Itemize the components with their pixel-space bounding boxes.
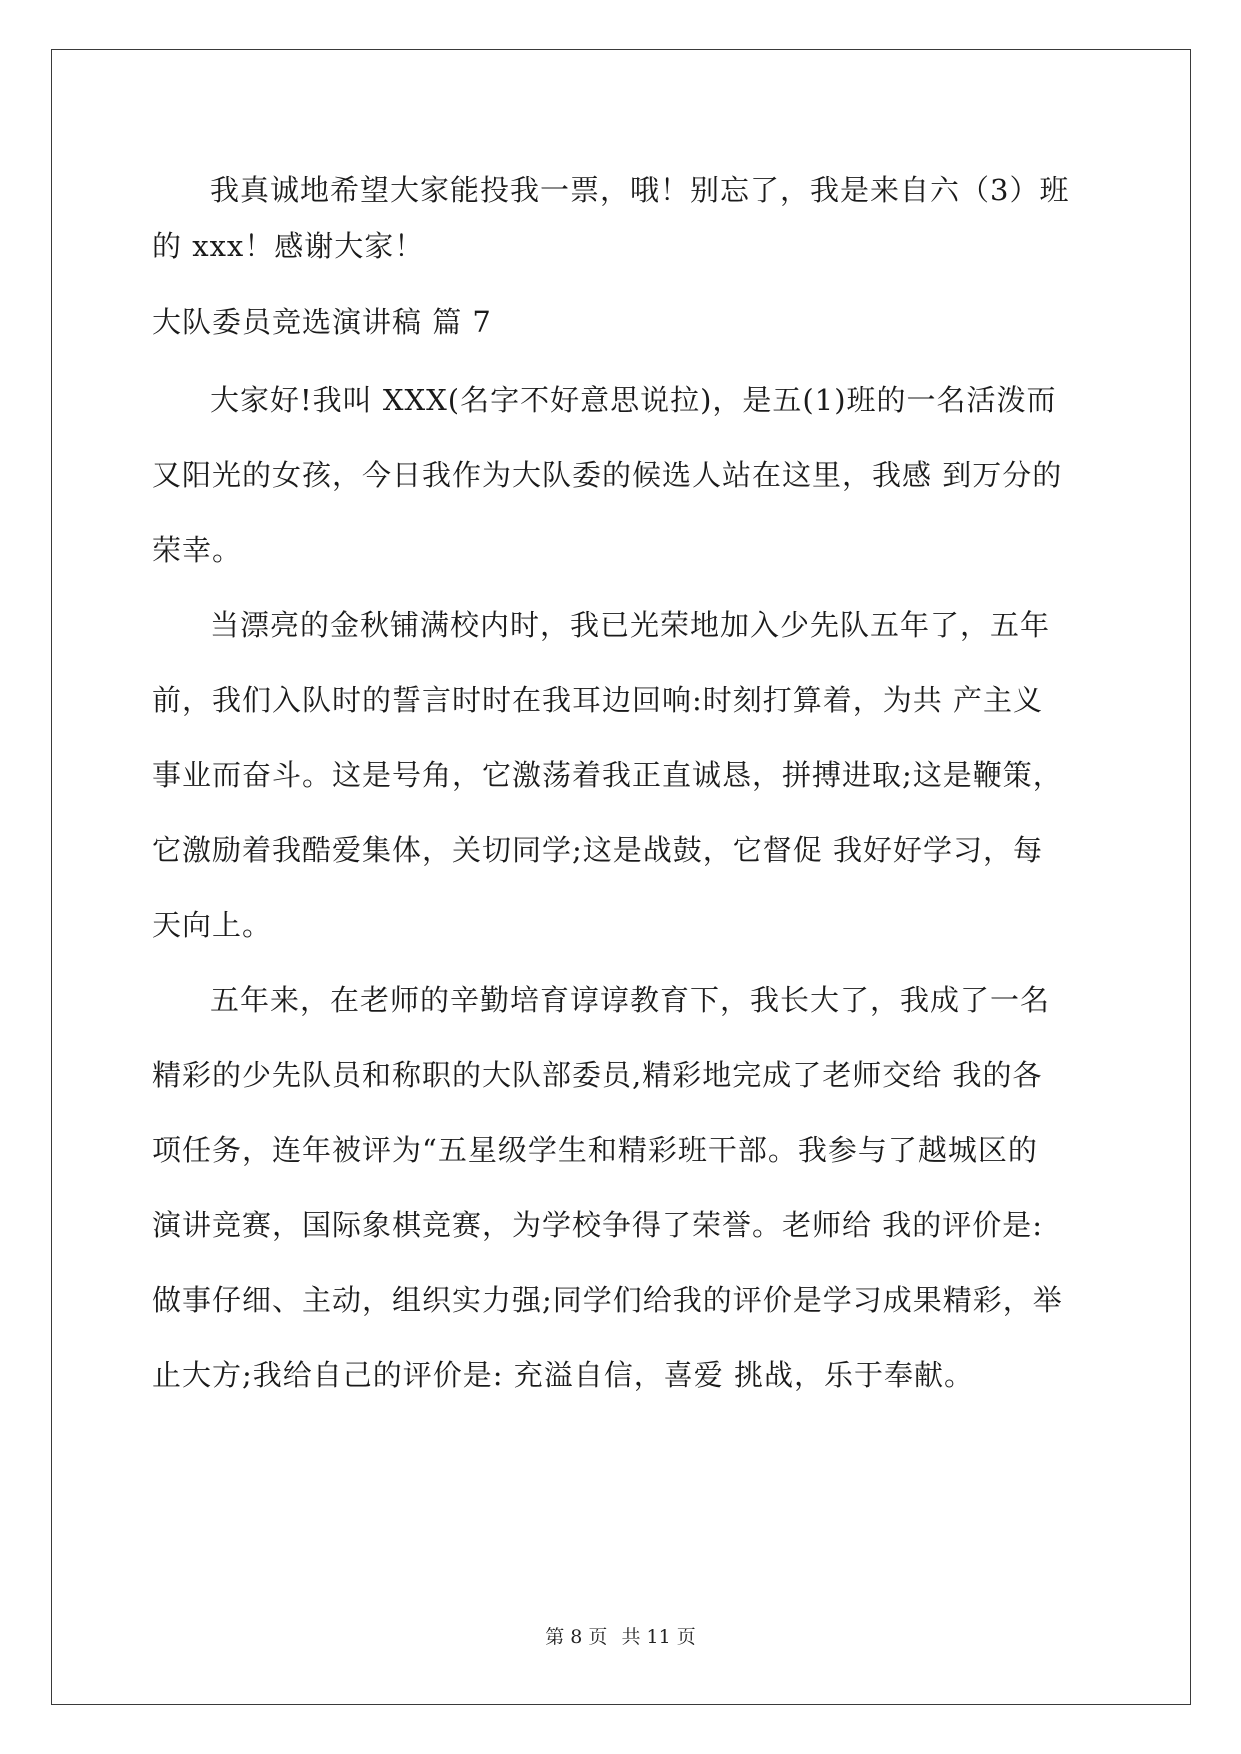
paragraph-line: 当漂亮的金秋铺满校内时，我已光荣地加入少先队五年了，五年 [210,608,1051,642]
page-border [51,49,1191,1705]
paragraph-line: 大家好!我叫 XXX(名字不好意思说拉)，是五(1)班的一名活泼而 [210,383,1057,417]
section-heading: 大队委员竞选演讲稿 篇 7 [152,305,492,339]
page-number: 第 8 页 [545,1626,608,1648]
paragraph-line: 精彩的少先队员和称职的大队部委员,精彩地完成了老师交给 我的各 [152,1058,1043,1092]
paragraph-line: 前，我们入队时的誓言时时在我耳边回响:时刻打算着，为共 产主义 [152,683,1043,717]
paragraph-line: 五年来，在老师的辛勤培育谆谆教育下，我长大了，我成了一名 [210,983,1051,1017]
paragraph-line: 项任务，连年被评为“五星级学生和精彩班干部。我参与了越城区的 [152,1133,1038,1167]
paragraph-line: 荣幸。 [152,533,243,567]
paragraph-line: 我真诚地希望大家能投我一票，哦！别忘了，我是来自六（3）班 [210,173,1070,207]
paragraph-line: 止大方;我给自己的评价是: 充溢自信，喜爱 挑战，乐于奉献。 [152,1358,974,1392]
paragraph-line: 演讲竞赛，国际象棋竞赛，为学校争得了荣誉。老师给 我的评价是: [152,1208,1043,1242]
paragraph-line: 又阳光的女孩，今日我作为大队委的候选人站在这里，我感 到万分的 [152,458,1063,492]
total-pages: 共 11 页 [621,1626,696,1648]
paragraph-line: 天向上。 [152,908,273,942]
paragraph-line: 事业而奋斗。这是号角，它激荡着我正直诚恳，拼搏进取;这是鞭策， [152,758,1063,792]
paragraph-line: 它激励着我酷爱集体，关切同学;这是战鼓，它督促 我好好学习，每 [152,833,1043,867]
page-footer [0,1622,1241,1649]
paragraph-line: 的 xxx！感谢大家！ [152,229,425,263]
paragraph-line: 做事仔细、主动，组织实力强;同学们给我的评价是学习成果精彩，举 [152,1283,1063,1317]
